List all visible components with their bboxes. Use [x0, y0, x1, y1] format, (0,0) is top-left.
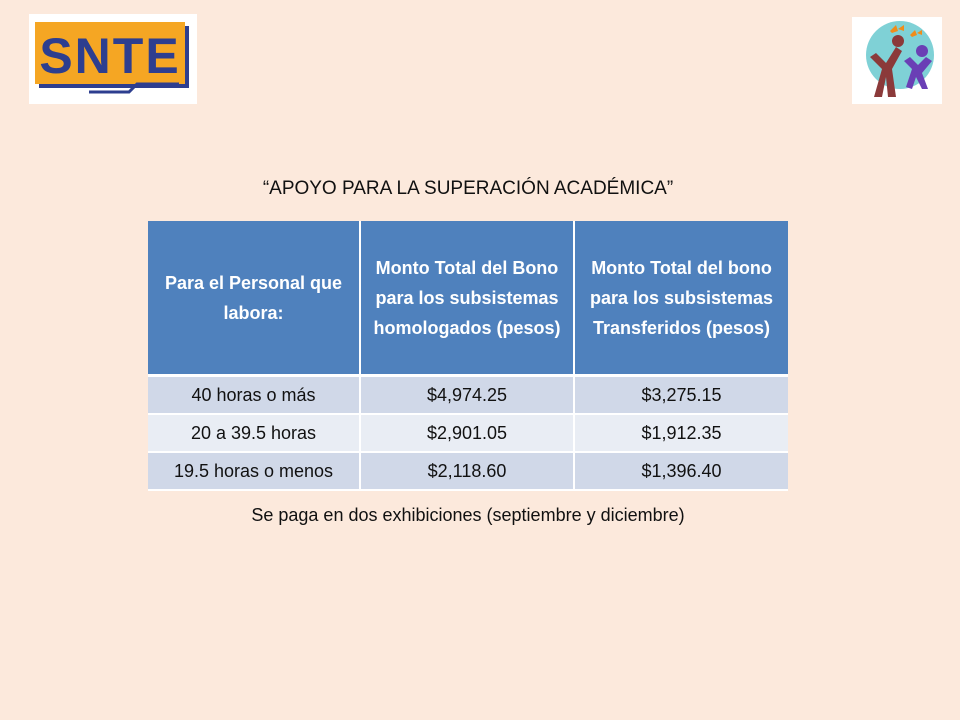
header-transferidos: Monto Total del bono para los subsistemas Transferidos (pesos)	[574, 221, 788, 376]
cell-transferidos: $1,396.40	[574, 452, 788, 490]
cell-homologados: $4,974.25	[360, 376, 574, 415]
snte-logo	[29, 14, 197, 104]
page-title: “APOYO PARA LA SUPERACIÓN ACADÉMICA”	[262, 178, 674, 199]
cell-transferidos: $3,275.15	[574, 376, 788, 415]
payment-note: Se paga en dos exhibiciones (septiembre y diciembre)	[251, 505, 685, 525]
cell-homologados: $2,901.05	[360, 414, 574, 452]
table-row	[148, 376, 788, 415]
table-row	[148, 452, 788, 490]
header-personal: Para el Personal que labora:	[148, 221, 360, 376]
snte-logo-text: SNTE	[39, 28, 181, 84]
cell-homologados: $2,118.60	[360, 452, 574, 490]
header-homologados: Monto Total del Bono para los subsistemas homologados (pesos)	[360, 221, 574, 376]
table-row	[148, 414, 788, 452]
cell-transferidos: $1,912.35	[574, 414, 788, 452]
children-butterflies-logo	[852, 17, 942, 104]
bonus-table	[148, 221, 788, 491]
table-header-row	[148, 221, 788, 376]
cell-hours: 20 a 39.5 horas	[148, 414, 360, 452]
cell-hours: 19.5 horas o menos	[148, 452, 360, 490]
cell-hours: 40 horas o más	[148, 376, 360, 415]
